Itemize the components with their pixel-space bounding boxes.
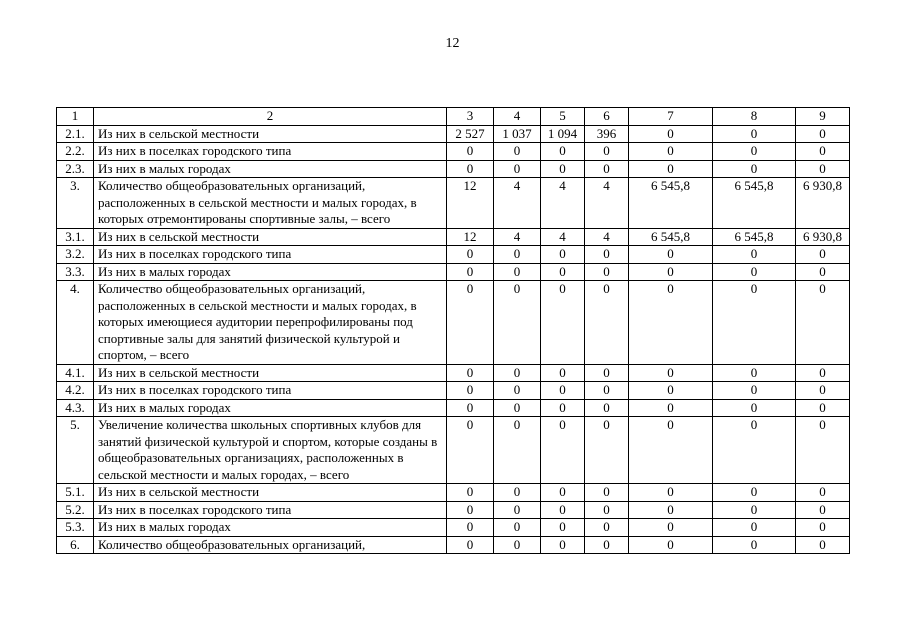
value-cell: 0 — [796, 382, 850, 400]
value-cell: 0 — [447, 399, 494, 417]
table-row — [57, 519, 850, 537]
row-description: Из них в малых городах — [94, 160, 447, 178]
value-cell: 0 — [541, 501, 585, 519]
value-cell: 0 — [796, 263, 850, 281]
value-cell: 0 — [585, 399, 629, 417]
row-number: 5.2. — [57, 501, 94, 519]
value-cell: 4 — [585, 228, 629, 246]
value-cell: 0 — [629, 382, 713, 400]
table-row — [57, 228, 850, 246]
value-cell: 0 — [447, 417, 494, 484]
value-cell: 0 — [629, 484, 713, 502]
value-cell: 0 — [541, 519, 585, 537]
table-row — [57, 143, 850, 161]
value-cell: 0 — [494, 484, 541, 502]
value-cell: 4 — [585, 178, 629, 229]
table-row — [57, 178, 850, 229]
value-cell: 0 — [447, 519, 494, 537]
row-number: 4.3. — [57, 399, 94, 417]
value-cell: 4 — [494, 228, 541, 246]
row-number: 2.1. — [57, 125, 94, 143]
value-cell: 0 — [629, 364, 713, 382]
row-description: Из них в поселках городского типа — [94, 382, 447, 400]
header-cell: 6 — [585, 108, 629, 126]
value-cell: 0 — [629, 160, 713, 178]
table-row — [57, 417, 850, 484]
value-cell: 0 — [796, 364, 850, 382]
value-cell: 0 — [447, 160, 494, 178]
row-description: Из них в сельской местности — [94, 364, 447, 382]
header-cell: 5 — [541, 108, 585, 126]
value-cell: 0 — [494, 263, 541, 281]
value-cell: 0 — [629, 263, 713, 281]
value-cell: 0 — [447, 382, 494, 400]
row-description: Из них в поселках городского типа — [94, 143, 447, 161]
value-cell: 0 — [585, 382, 629, 400]
table-row — [57, 263, 850, 281]
row-number: 4.1. — [57, 364, 94, 382]
row-number: 3. — [57, 178, 94, 229]
value-cell: 0 — [796, 484, 850, 502]
value-cell: 0 — [541, 417, 585, 484]
value-cell: 0 — [541, 382, 585, 400]
value-cell: 0 — [713, 143, 796, 161]
value-cell: 0 — [713, 417, 796, 484]
value-cell: 0 — [796, 417, 850, 484]
value-cell: 0 — [796, 519, 850, 537]
value-cell: 12 — [447, 228, 494, 246]
value-cell: 0 — [494, 399, 541, 417]
value-cell: 0 — [713, 246, 796, 264]
value-cell: 0 — [541, 281, 585, 365]
value-cell: 0 — [447, 501, 494, 519]
value-cell: 0 — [585, 246, 629, 264]
value-cell: 0 — [713, 364, 796, 382]
value-cell: 0 — [629, 399, 713, 417]
value-cell: 6 930,8 — [796, 228, 850, 246]
header-cell: 9 — [796, 108, 850, 126]
value-cell: 0 — [796, 501, 850, 519]
value-cell: 0 — [796, 399, 850, 417]
value-cell: 0 — [541, 246, 585, 264]
value-cell: 0 — [541, 143, 585, 161]
row-description: Из них в малых городах — [94, 263, 447, 281]
value-cell: 0 — [541, 536, 585, 554]
value-cell: 0 — [447, 536, 494, 554]
row-description: Количество общеобразовательных организаций, — [94, 536, 447, 554]
header-cell: 1 — [57, 108, 94, 126]
value-cell: 0 — [713, 536, 796, 554]
value-cell: 396 — [585, 125, 629, 143]
value-cell: 0 — [541, 160, 585, 178]
value-cell: 0 — [541, 399, 585, 417]
value-cell: 6 545,8 — [629, 178, 713, 229]
table-row — [57, 399, 850, 417]
value-cell: 4 — [541, 228, 585, 246]
value-cell: 0 — [585, 160, 629, 178]
value-cell: 0 — [629, 536, 713, 554]
value-cell: 0 — [629, 501, 713, 519]
row-number: 2.2. — [57, 143, 94, 161]
row-description: Увеличение количества школьных спортивных клубов для занятий физической культурой и спортом, которые созданы в общеобразовательных организациях, расположенных в сельской местности и малых городах, – всего — [94, 417, 447, 484]
header-row — [57, 108, 850, 126]
value-cell: 0 — [494, 417, 541, 484]
value-cell: 6 930,8 — [796, 178, 850, 229]
value-cell: 0 — [713, 501, 796, 519]
row-number: 5.3. — [57, 519, 94, 537]
value-cell: 4 — [541, 178, 585, 229]
value-cell: 1 037 — [494, 125, 541, 143]
row-number: 3.1. — [57, 228, 94, 246]
value-cell: 0 — [494, 281, 541, 365]
value-cell: 6 545,8 — [629, 228, 713, 246]
table-row — [57, 536, 850, 554]
table-row — [57, 246, 850, 264]
value-cell: 0 — [541, 364, 585, 382]
value-cell: 0 — [629, 281, 713, 365]
row-description: Из них в сельской местности — [94, 228, 447, 246]
table-row — [57, 160, 850, 178]
row-description: Из них в сельской местности — [94, 484, 447, 502]
row-description: Из них в поселках городского типа — [94, 246, 447, 264]
value-cell: 0 — [713, 399, 796, 417]
value-cell: 0 — [713, 125, 796, 143]
value-cell: 0 — [796, 281, 850, 365]
row-description: Из них в малых городах — [94, 519, 447, 537]
value-cell: 0 — [585, 519, 629, 537]
row-description: Из них в сельской местности — [94, 125, 447, 143]
table-row — [57, 382, 850, 400]
value-cell: 0 — [447, 263, 494, 281]
value-cell: 0 — [494, 501, 541, 519]
value-cell: 0 — [447, 484, 494, 502]
value-cell: 6 545,8 — [713, 228, 796, 246]
value-cell: 0 — [494, 519, 541, 537]
value-cell: 0 — [585, 501, 629, 519]
row-number: 2.3. — [57, 160, 94, 178]
table-row — [57, 484, 850, 502]
value-cell: 0 — [796, 246, 850, 264]
header-cell: 4 — [494, 108, 541, 126]
value-cell: 0 — [494, 364, 541, 382]
data-table — [56, 107, 850, 554]
value-cell: 0 — [585, 263, 629, 281]
value-cell: 0 — [629, 125, 713, 143]
value-cell: 12 — [447, 178, 494, 229]
value-cell: 0 — [447, 364, 494, 382]
value-cell: 0 — [541, 263, 585, 281]
value-cell: 0 — [585, 364, 629, 382]
row-number: 3.2. — [57, 246, 94, 264]
header-cell: 8 — [713, 108, 796, 126]
row-number: 3.3. — [57, 263, 94, 281]
value-cell: 0 — [585, 417, 629, 484]
value-cell: 0 — [713, 281, 796, 365]
value-cell: 0 — [713, 382, 796, 400]
row-description: Количество общеобразовательных организаций, расположенных в сельской местности и малых городах, в которых имеющиеся аудитории перепрофилированы под спортивные залы для занятий физической культурой и спортом, – всего — [94, 281, 447, 365]
table-row — [57, 364, 850, 382]
row-description: Количество общеобразовательных организаций, расположенных в сельской местности и малых городах, в которых отремонтированы спортивные залы, – всего — [94, 178, 447, 229]
value-cell: 0 — [796, 143, 850, 161]
value-cell: 0 — [585, 281, 629, 365]
value-cell: 0 — [629, 143, 713, 161]
value-cell: 0 — [585, 143, 629, 161]
header-cell: 7 — [629, 108, 713, 126]
value-cell: 0 — [629, 246, 713, 264]
value-cell: 0 — [585, 484, 629, 502]
value-cell: 0 — [494, 246, 541, 264]
value-cell: 0 — [713, 484, 796, 502]
value-cell: 0 — [541, 484, 585, 502]
value-cell: 2 527 — [447, 125, 494, 143]
value-cell: 0 — [447, 143, 494, 161]
value-cell: 0 — [796, 536, 850, 554]
value-cell: 0 — [494, 160, 541, 178]
value-cell: 0 — [494, 382, 541, 400]
row-description: Из них в поселках городского типа — [94, 501, 447, 519]
value-cell: 0 — [494, 143, 541, 161]
value-cell: 0 — [796, 125, 850, 143]
table-row — [57, 501, 850, 519]
value-cell: 0 — [629, 417, 713, 484]
table-row — [57, 125, 850, 143]
row-number: 4.2. — [57, 382, 94, 400]
value-cell: 4 — [494, 178, 541, 229]
table-row — [57, 281, 850, 365]
value-cell: 0 — [713, 519, 796, 537]
row-number: 5. — [57, 417, 94, 484]
value-cell: 0 — [713, 263, 796, 281]
value-cell: 0 — [713, 160, 796, 178]
value-cell: 0 — [585, 536, 629, 554]
header-cell: 2 — [94, 108, 447, 126]
value-cell: 0 — [796, 160, 850, 178]
row-description: Из них в малых городах — [94, 399, 447, 417]
page-number: 12 — [445, 36, 460, 51]
row-number: 5.1. — [57, 484, 94, 502]
row-number: 4. — [57, 281, 94, 365]
value-cell: 0 — [447, 246, 494, 264]
value-cell: 0 — [629, 519, 713, 537]
value-cell: 0 — [447, 281, 494, 365]
header-cell: 3 — [447, 108, 494, 126]
value-cell: 0 — [494, 536, 541, 554]
value-cell: 6 545,8 — [713, 178, 796, 229]
row-number: 6. — [57, 536, 94, 554]
value-cell: 1 094 — [541, 125, 585, 143]
